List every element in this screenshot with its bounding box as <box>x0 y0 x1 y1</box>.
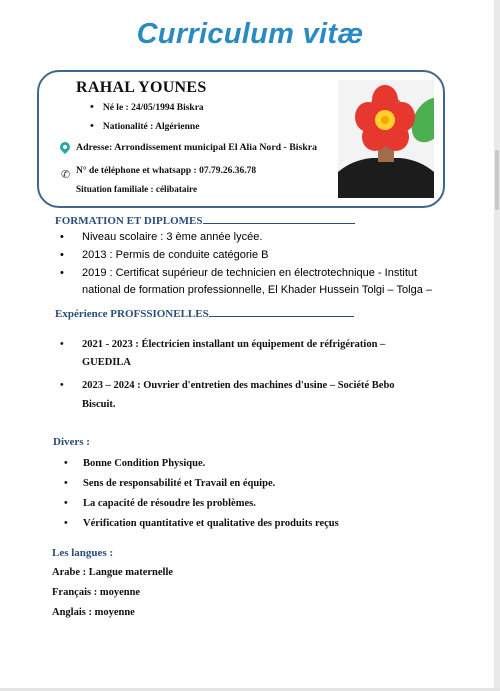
formation-heading <box>55 215 355 227</box>
address-info: Adresse: Arrondissement municipal El Alia Nord - Biskra <box>76 142 318 153</box>
language-item: Anglais : moyenne <box>52 607 135 618</box>
cv-title: Curriculum vitæ <box>136 18 364 50</box>
candidate-name: RAHAL YOUNES <box>76 79 207 96</box>
profile-photo <box>338 80 434 198</box>
nationality-info: • Nationalité : Algérienne <box>90 120 199 132</box>
divers-heading: Divers : <box>53 436 90 448</box>
language-item: Français : moyenne <box>52 587 141 598</box>
experience-heading <box>55 308 354 320</box>
formation-heading-rule <box>203 222 355 224</box>
langues-heading: Les langues : <box>52 547 114 559</box>
experience-heading-text: Expérience PROFSSIONELLES <box>55 308 209 320</box>
phone-info: N° de téléphone et whatsapp : 07.79.26.36.78 <box>76 166 257 176</box>
marital-info: Situation familiale : célibataire <box>76 184 198 194</box>
experience-heading-rule <box>209 315 354 317</box>
scrollbar-thumb[interactable] <box>495 150 499 210</box>
birth-info: • Né le : 24/05/1994 Biskra <box>90 101 204 113</box>
formation-heading-text: FORMATION ET DIPLOMES <box>55 215 203 227</box>
phone-icon: ✆ <box>61 168 71 181</box>
profile-photo-image <box>338 80 434 198</box>
page-edge <box>494 0 500 691</box>
language-item: Arabe : Langue maternelle <box>52 567 174 578</box>
